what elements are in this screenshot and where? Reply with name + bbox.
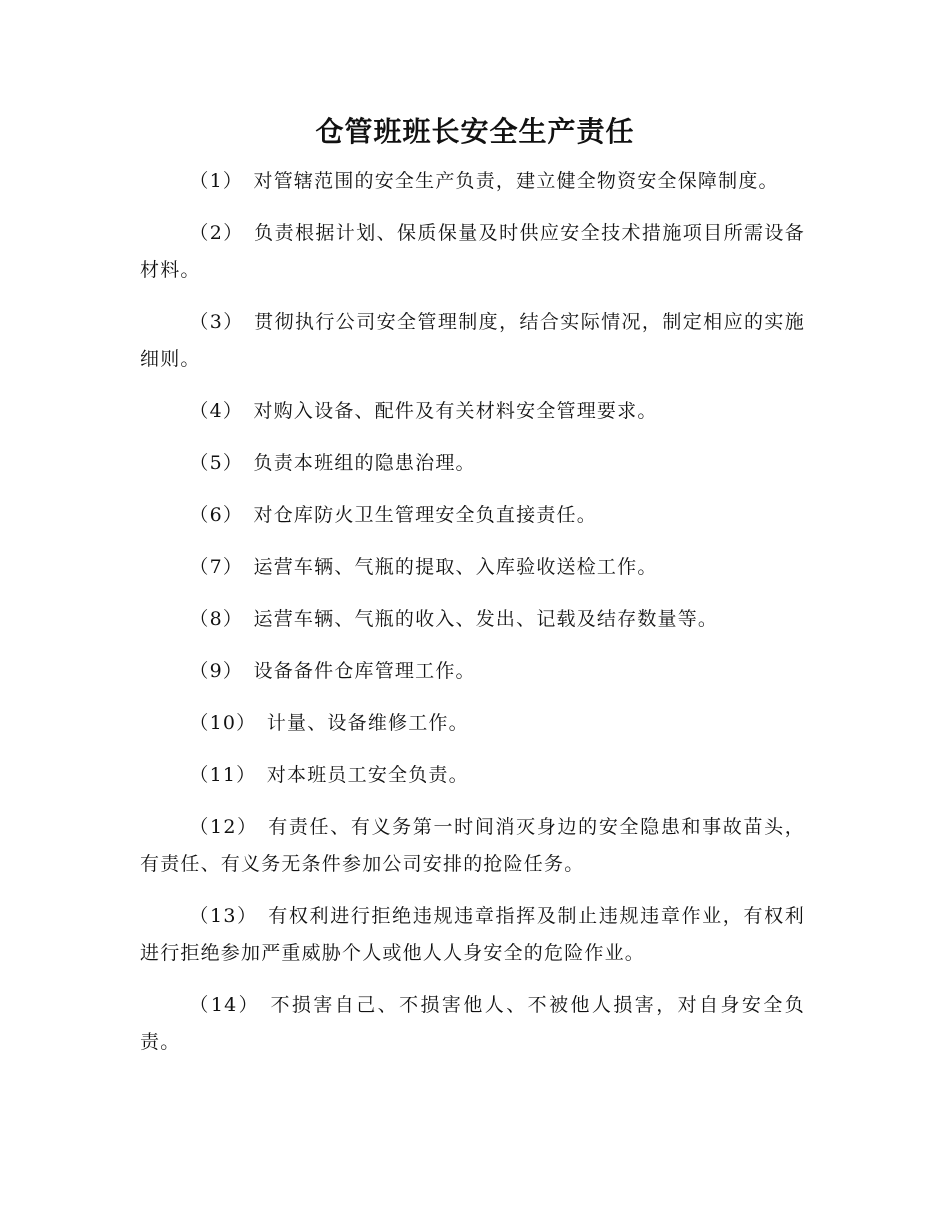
item-text: 对购入设备、配件及有关材料安全管理要求。 <box>253 400 658 422</box>
item-number: （8） <box>189 608 244 630</box>
item-number: （7） <box>189 556 244 578</box>
item-number: （3） <box>189 311 244 333</box>
item-text: 运营车辆、气瓶的提取、入库验收送检工作。 <box>253 556 658 578</box>
list-item <box>140 215 805 289</box>
item-text: 有责任、有义务第一时间消灭身边的安全隐患和事故苗头，有责任、有义务无条件参加公司安排的抢险任务。 <box>140 816 805 875</box>
list-item <box>140 601 805 638</box>
item-text: 负责根据计划、保质保量及时供应安全技术措施项目所需设备材料。 <box>140 222 805 281</box>
item-number: （14） <box>189 994 261 1016</box>
item-text: 对仓库防火卫生管理安全负直接责任。 <box>253 504 597 526</box>
list-item <box>140 898 805 972</box>
list-item <box>140 497 805 534</box>
list-item <box>140 757 805 794</box>
item-text: 贯彻执行公司安全管理制度，结合实际情况，制定相应的实施细则。 <box>140 311 805 370</box>
list-item <box>140 393 805 430</box>
item-text: 对管辖范围的安全生产负责，建立健全物资安全保障制度。 <box>253 170 779 192</box>
list-item <box>140 549 805 586</box>
list-item <box>140 987 805 1061</box>
item-number: （2） <box>189 222 244 244</box>
item-number: （13） <box>189 905 258 927</box>
item-number: （6） <box>189 504 244 526</box>
item-number: （12） <box>189 816 258 838</box>
item-text: 计量、设备维修工作。 <box>266 712 469 734</box>
item-text: 有权利进行拒绝违规违章指挥及制止违规违章作业，有权利进行拒绝参加严重威胁个人或他人人身安全的危险作业。 <box>140 905 805 964</box>
item-number: （5） <box>189 452 244 474</box>
item-text: 对本班员工安全负责。 <box>266 764 469 786</box>
item-text: 不损害自己、不损害他人、不被他人损害，对自身安全负责。 <box>140 994 805 1053</box>
item-number: （1） <box>189 170 244 192</box>
list-item <box>140 705 805 742</box>
item-text: 运营车辆、气瓶的收入、发出、记载及结存数量等。 <box>253 608 719 630</box>
list-item <box>140 445 805 482</box>
item-text: 负责本班组的隐患治理。 <box>253 452 476 474</box>
responsibility-list <box>140 163 805 1076</box>
list-item <box>140 304 805 378</box>
item-number: （4） <box>189 400 244 422</box>
list-item <box>140 653 805 690</box>
list-item <box>140 163 805 200</box>
list-item <box>140 809 805 883</box>
item-number: （11） <box>189 764 257 786</box>
item-number: （10） <box>189 712 257 734</box>
item-number: （9） <box>189 660 244 682</box>
document-title: 仓管班班长安全生产责任 <box>315 115 635 148</box>
item-text: 设备备件仓库管理工作。 <box>253 660 476 682</box>
